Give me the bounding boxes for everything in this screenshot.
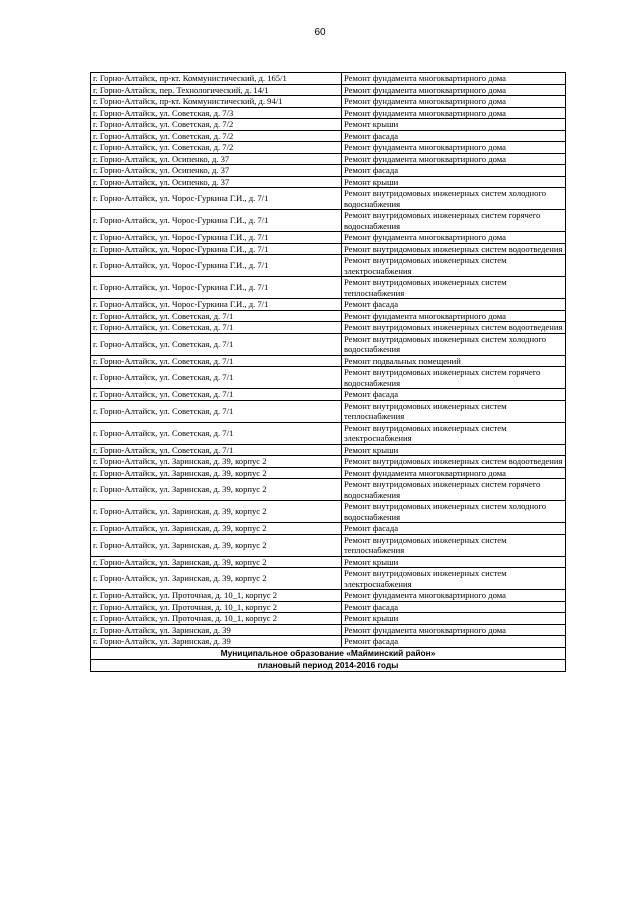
- work-type-cell: Ремонт фундамента многоквартирного дома: [342, 467, 566, 479]
- table-row: [91, 277, 566, 299]
- table-row: [91, 613, 566, 625]
- work-type-cell: Ремонт внутридомовых инженерных систем водоотведения: [342, 322, 566, 334]
- table-row: [91, 422, 566, 444]
- work-type-cell: Ремонт фасада: [342, 636, 566, 648]
- work-type-cell: Ремонт фундамента многоквартирного дома: [342, 590, 566, 602]
- work-type-cell: Ремонт фасада: [342, 601, 566, 613]
- work-type-cell: Ремонт внутридомовых инженерных систем теплоснабжения: [342, 534, 566, 556]
- address-cell: г. Горно-Алтайск, ул. Советская, д. 7/1: [91, 322, 342, 334]
- address-cell: г. Горно-Алтайск, ул. Чорос-Гуркина Г.И., д. 7/1: [91, 210, 342, 232]
- table-row: [91, 188, 566, 210]
- address-cell: г. Горно-Алтайск, ул. Заринская, д. 39, корпус 2: [91, 523, 342, 535]
- table-row: [91, 142, 566, 154]
- address-cell: г. Горно-Алтайск, ул. Заринская, д. 39, корпус 2: [91, 556, 342, 568]
- address-cell: г. Горно-Алтайск, ул. Проточная, д. 10_1, корпус 2: [91, 613, 342, 625]
- table-row: [91, 444, 566, 456]
- work-type-cell: Ремонт фундамента многоквартирного дома: [342, 73, 566, 85]
- work-type-cell: Ремонт внутридомовых инженерных систем теплоснабжения: [342, 400, 566, 422]
- address-cell: г. Горно-Алтайск, ул. Заринская, д. 39, корпус 2: [91, 479, 342, 501]
- address-cell: г. Горно-Алтайск, ул. Заринская, д. 39, корпус 2: [91, 534, 342, 556]
- address-cell: г. Горно-Алтайск, ул. Осипенко, д. 37: [91, 176, 342, 188]
- address-cell: г. Горно-Алтайск, ул. Советская, д. 7/1: [91, 333, 342, 355]
- work-type-cell: Ремонт фундамента многоквартирного дома: [342, 624, 566, 636]
- table-row: [91, 322, 566, 334]
- work-type-cell: Ремонт крыши: [342, 119, 566, 131]
- address-cell: г. Горно-Алтайск, ул. Чорос-Гуркина Г.И., д. 7/1: [91, 188, 342, 210]
- table-row: [91, 479, 566, 501]
- work-type-cell: Ремонт внутридомовых инженерных систем электроснабжения: [342, 422, 566, 444]
- address-cell: г. Горно-Алтайск, ул. Проточная, д. 10_1, корпус 2: [91, 601, 342, 613]
- works-table: [90, 72, 566, 672]
- address-cell: г. Горно-Алтайск, ул. Проточная, д. 10_1, корпус 2: [91, 590, 342, 602]
- work-type-cell: Ремонт фундамента многоквартирного дома: [342, 232, 566, 244]
- work-type-cell: Ремонт фундамента многоквартирного дома: [342, 310, 566, 322]
- work-type-cell: Ремонт фасада: [342, 523, 566, 535]
- work-type-cell: Ремонт фундамента многоквартирного дома: [342, 107, 566, 119]
- work-type-cell: Ремонт фасада: [342, 165, 566, 177]
- table-row: [91, 367, 566, 389]
- address-cell: г. Горно-Алтайск, ул. Советская, д. 7/2: [91, 142, 342, 154]
- address-cell: г. Горно-Алтайск, ул. Заринская, д. 39, корпус 2: [91, 467, 342, 479]
- work-type-cell: Ремонт внутридомовых инженерных систем водоотведения: [342, 456, 566, 468]
- table-row: [91, 556, 566, 568]
- address-cell: г. Горно-Алтайск, ул. Советская, д. 7/2: [91, 119, 342, 131]
- address-cell: г. Горно-Алтайск, ул. Заринская, д. 39, корпус 2: [91, 568, 342, 590]
- address-cell: г. Горно-Алтайск, ул. Осипенко, д. 37: [91, 165, 342, 177]
- work-type-cell: Ремонт внутридомовых инженерных систем горячего водоснабжения: [342, 367, 566, 389]
- table-row: [91, 601, 566, 613]
- address-cell: г. Горно-Алтайск, ул. Советская, д. 7/2: [91, 130, 342, 142]
- table-row: [91, 310, 566, 322]
- table-row: [91, 243, 566, 255]
- table-row: [91, 590, 566, 602]
- table-row: [91, 333, 566, 355]
- table-row: [91, 96, 566, 108]
- work-type-cell: Ремонт фундамента многоквартирного дома: [342, 84, 566, 96]
- table-row: [91, 568, 566, 590]
- table-row: [91, 636, 566, 648]
- table-row: [91, 299, 566, 311]
- work-type-cell: Ремонт фундамента многоквартирного дома: [342, 153, 566, 165]
- section-title: Муниципальное образование «Майминский район»: [91, 647, 566, 659]
- table-row: [91, 107, 566, 119]
- table-row: [91, 255, 566, 277]
- address-cell: г. Горно-Алтайск, ул. Советская, д. 7/1: [91, 355, 342, 367]
- work-type-cell: Ремонт внутридомовых инженерных систем электроснабжения: [342, 255, 566, 277]
- table-row: [91, 210, 566, 232]
- address-cell: г. Горно-Алтайск, ул. Чорос-Гуркина Г.И., д. 7/1: [91, 232, 342, 244]
- work-type-cell: Ремонт крыши: [342, 613, 566, 625]
- address-cell: г. Горно-Алтайск, ул. Заринская, д. 39: [91, 624, 342, 636]
- table-row: [91, 176, 566, 188]
- table-row: [91, 467, 566, 479]
- work-type-cell: Ремонт внутридомовых инженерных систем водоотведения: [342, 243, 566, 255]
- address-cell: г. Горно-Алтайск, ул. Чорос-Гуркина Г.И., д. 7/1: [91, 243, 342, 255]
- address-cell: г. Горно-Алтайск, ул. Советская, д. 7/1: [91, 400, 342, 422]
- work-type-cell: Ремонт крыши: [342, 556, 566, 568]
- page-number: 60: [314, 27, 326, 38]
- period-title: плановый период 2014-2016 годы: [91, 659, 566, 671]
- address-cell: г. Горно-Алтайск, ул. Чорос-Гуркина Г.И., д. 7/1: [91, 277, 342, 299]
- address-cell: г. Горно-Алтайск, ул. Советская, д. 7/3: [91, 107, 342, 119]
- table-row: [91, 73, 566, 85]
- work-type-cell: Ремонт внутридомовых инженерных систем горячего водоснабжения: [342, 210, 566, 232]
- table-row: [91, 232, 566, 244]
- table-row: [91, 153, 566, 165]
- work-type-cell: Ремонт фасада: [342, 130, 566, 142]
- section-title-row: [91, 647, 566, 659]
- table-row: [91, 389, 566, 401]
- table-row: [91, 523, 566, 535]
- table-row: [91, 119, 566, 131]
- work-type-cell: Ремонт фасада: [342, 299, 566, 311]
- address-cell: г. Горно-Алтайск, ул. Советская, д. 7/1: [91, 422, 342, 444]
- table-row: [91, 165, 566, 177]
- table-row: [91, 624, 566, 636]
- address-cell: г. Горно-Алтайск, ул. Заринская, д. 39, корпус 2: [91, 501, 342, 523]
- address-cell: г. Горно-Алтайск, пр-кт. Коммунистический, д. 94/1: [91, 96, 342, 108]
- period-title-row: [91, 659, 566, 671]
- address-cell: г. Горно-Алтайск, пр-кт. Коммунистический, д. 165/1: [91, 73, 342, 85]
- work-type-cell: Ремонт внутридомовых инженерных систем теплоснабжения: [342, 277, 566, 299]
- work-type-cell: Ремонт крыши: [342, 176, 566, 188]
- work-type-cell: Ремонт фасада: [342, 389, 566, 401]
- address-cell: г. Горно-Алтайск, ул. Чорос-Гуркина Г.И., д. 7/1: [91, 255, 342, 277]
- table-row: [91, 456, 566, 468]
- address-cell: г. Горно-Алтайск, ул. Советская, д. 7/1: [91, 310, 342, 322]
- address-cell: г. Горно-Алтайск, ул. Советская, д. 7/1: [91, 444, 342, 456]
- work-type-cell: Ремонт внутридомовых инженерных систем электроснабжения: [342, 568, 566, 590]
- address-cell: г. Горно-Алтайск, ул. Заринская, д. 39: [91, 636, 342, 648]
- work-type-cell: Ремонт крыши: [342, 444, 566, 456]
- work-type-cell: Ремонт внутридомовых инженерных систем холодного водоснабжения: [342, 501, 566, 523]
- address-cell: г. Горно-Алтайск, ул. Советская, д. 7/1: [91, 367, 342, 389]
- table-row: [91, 130, 566, 142]
- work-type-cell: Ремонт внутридомовых инженерных систем горячего водоснабжения: [342, 479, 566, 501]
- table-row: [91, 400, 566, 422]
- table-row: [91, 355, 566, 367]
- table-row: [91, 534, 566, 556]
- address-cell: г. Горно-Алтайск, ул. Чорос-Гуркина Г.И., д. 7/1: [91, 299, 342, 311]
- address-cell: г. Горно-Алтайск, ул. Осипенко, д. 37: [91, 153, 342, 165]
- work-type-cell: Ремонт фундамента многоквартирного дома: [342, 96, 566, 108]
- work-type-cell: Ремонт внутридомовых инженерных систем холодного водоснабжения: [342, 333, 566, 355]
- table-row: [91, 84, 566, 96]
- works-table-body: [91, 73, 566, 672]
- address-cell: г. Горно-Алтайск, ул. Заринская, д. 39, корпус 2: [91, 456, 342, 468]
- address-cell: г. Горно-Алтайск, пер. Технологический, д. 14/1: [91, 84, 342, 96]
- table-row: [91, 501, 566, 523]
- address-cell: г. Горно-Алтайск, ул. Советская, д. 7/1: [91, 389, 342, 401]
- work-type-cell: Ремонт подвальных помещений: [342, 355, 566, 367]
- work-type-cell: Ремонт внутридомовых инженерных систем холодного водоснабжения: [342, 188, 566, 210]
- work-type-cell: Ремонт фундамента многоквартирного дома: [342, 142, 566, 154]
